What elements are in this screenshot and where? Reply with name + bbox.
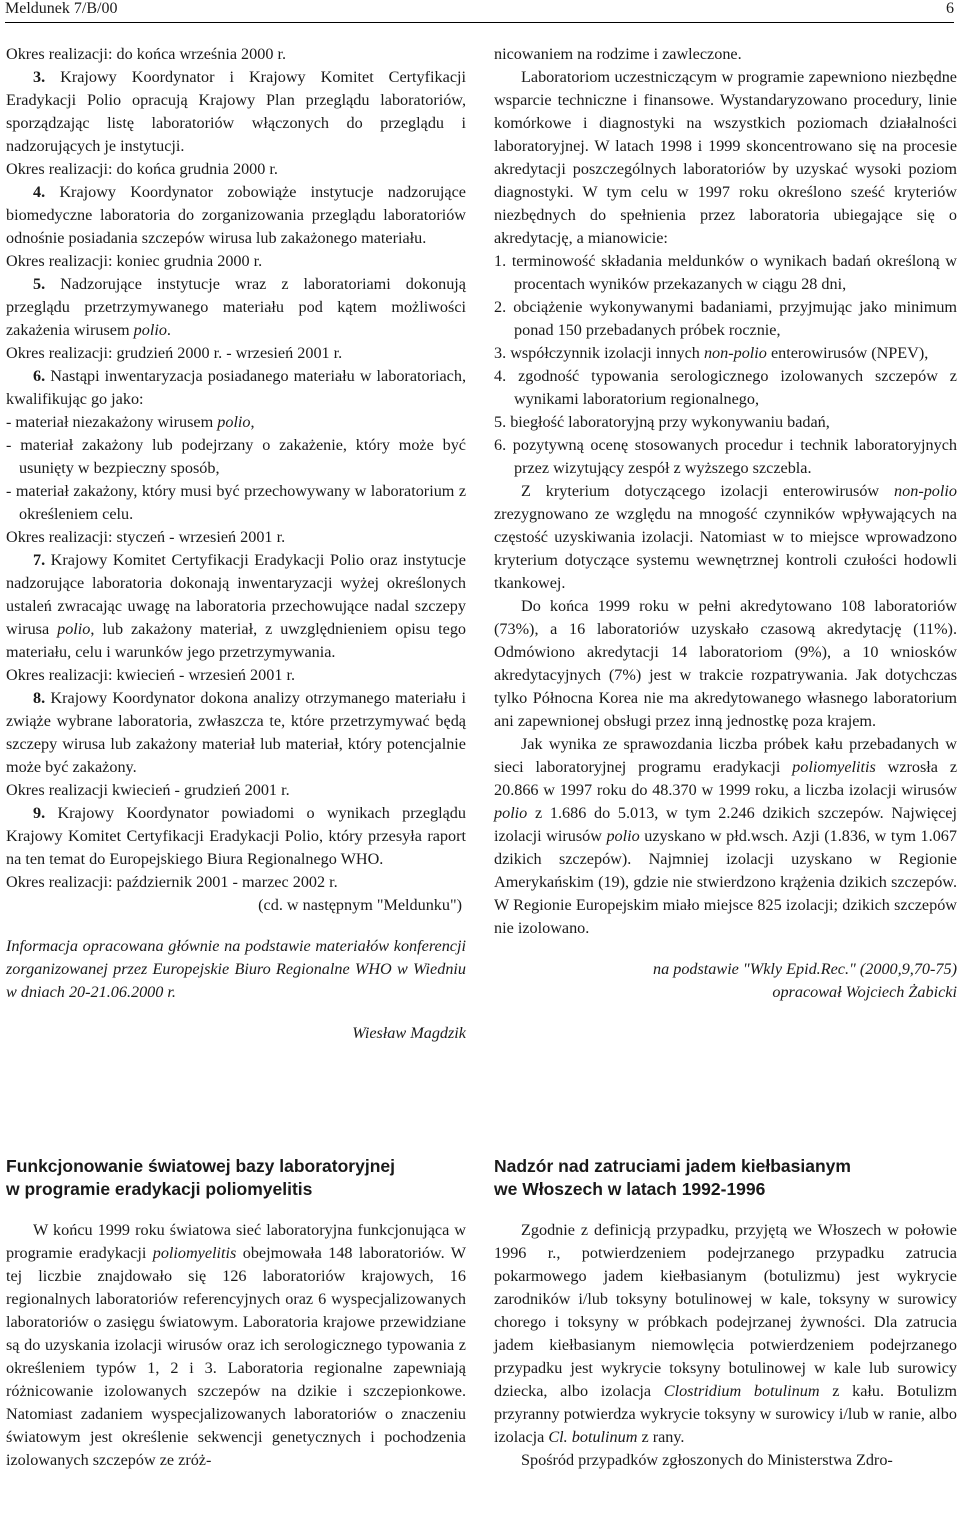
item-8: 8. Krajowy Koordynator dokona analizy otrzymanego materiału i zwiąże wybrane laboratoria, zwłaszcza te, które przetrzymywać będą szczepy wirusa lub zakażony materiał lub materiał, który potencjalnie może być zakażony.: [6, 689, 466, 776]
item-5: 5. Nadzorujące instytucje wraz z laboratoriami dokonują przeglądu przetrzymywanego materiału pod kątem możliwości zakażenia wirusem polio.: [6, 275, 466, 339]
list-item: 4. zgodność typowania serologicznego izolowanych szczepów z wynikami laboratorium regionalnego,: [494, 367, 957, 408]
item-9: 9. Krajowy Koordynator powiadomi o wynikach przeglądu Krajowy Komitet Certyfikacji Eradykacji Polio, który przesyła raport na ten temat do Europejskiego Biura Regionalnego WHO.: [6, 804, 466, 868]
author: opracował Wojciech Żabicki: [772, 983, 957, 1001]
deadline: Okres realizacji kwiecień - grudzień 2001 r.: [6, 781, 290, 799]
item-4: 4. Krajowy Koordynator zobowiąże instytucje nadzorujące biomedyczne laboratoria do zorganizowania przeglądu laboratoriów odnośnie posiadania szczepów wirusa lub zakażonego materiału.: [6, 183, 466, 247]
deadline: Okres realizacji: grudzień 2000 r. - wrzesień 2001 r.: [6, 344, 343, 362]
item-6: 6. Nastąpi inwentaryzacja posiadanego materiału w laboratoriach, kwalifikując go jako:: [6, 367, 466, 408]
section-title-lab-network: Funkcjonowanie światowej bazy laboratoryjnej w programie eradykacji poliomyelitis: [6, 1156, 395, 1199]
deadline: Okres realizacji: październik 2001 - marzec 2002 r.: [6, 873, 338, 891]
page-number: 6: [946, 0, 954, 17]
paragraph: Laboratoriom uczestniczącym w programie zapewniono niezbędne wsparcie techniczne i finansowe. Wystandaryzowano procedury, linie komórkowe i diagnostyki na wszystkich poziomach działalności laboratoryjnej. W latach 1998 i 1999 skoncentrowano się na procesie akredytacji poszczególnych laboratoriów by uzyskać wysoki poziom diagnostyki. W tym celu w 1997 roku określono sześć kryteriów niezbędnych do spełnienia przez laboratoria ubiegające się o akredytację, a mianowicie:: [494, 68, 957, 247]
list-item: 2. obciążenie wykonywanymi badaniami, przyjmując jako minimum ponad 150 przebadanych próbek rocznie,: [494, 298, 957, 339]
item-7: 7. Krajowy Komitet Certyfikacji Eradykacji Polio oraz instytucje nadzorujące laboratoria dokonają inwentaryzacji wyżej określonych ustaleń zwracając uwagę na laboratoria przechowujące nadal szczepy wirusa polio, lub zakażony materiał, z uwzględnieniem opisu tego materiału, celu i warunków jego przetrzymywania.: [6, 551, 467, 661]
section-title-botulism: Nadzór nad zatruciami jadem kiełbasianym we Włoszech w latach 1992-1996: [494, 1156, 851, 1199]
dash-item: - materiał niezakażony wirusem polio,: [6, 413, 255, 431]
list-item: 3. współczynnik izolacji innych non-polio enterowirusów (NPEV),: [494, 344, 929, 362]
paragraph: W końcu 1999 roku światowa sieć laboratoryjna funkcjonująca w programie eradykacji poliomyelitis obejmowała 148 laboratoriów. W tej liczbie znajdowało się 126 laboratoriów krajowych, 16 regionalnych laboratoriów referencyjnych oraz 6 wyspecjalizowanych laboratoriów o zasięgu światowym. Laboratoria krajowe przewidziane są do uzyskania izolacji wirusów oraz ich serologicznego typowania z określeniem typów 1, 2 i 3. Laboratoria regionalne zapewniają różnicowanie izolowanych szczepów na dzikie i szczepionkowe. Natomiast zadaniem wyspecjalizowanych laboratoriów o znaczeniu światowym jest określenie sekwencji genetycznych i pochodzenia izolowanych szczepów ze zróż-: [6, 1221, 466, 1469]
left-column-top: [6, 43, 466, 1045]
continuation-note: (cd. w następnym "Meldunku"): [258, 896, 462, 914]
source-note: na podstawie "Wkly Epid.Rec." (2000,9,70-75): [652, 960, 957, 978]
right-column-bottom: [494, 1219, 957, 1472]
paragraph: Jak wynika ze sprawozdania liczba próbek kału przebadanych w sieci laboratoryjnej programu eradykacji poliomyelitis wzrosła z 20.866 w 1997 roku do 48.370 w 1999 roku, a liczba izolacji wirusów polio z 1.686 do 5.013, w tym 2.246 dzikich szczepów. Najwięcej izolacji wirusów polio uzyskano w płd.wsch. Azji (1.836, w tym 1.067 dzikich szczepów). Najmniej izolacji uzyskano w Regionie Amerykańskim (19), gdzie nie stwierdzono krążenia dzikich szczepów. W Regionie Europejskim miało miejsce 825 izolacji; dzikich szczepów nie izolowano.: [494, 735, 958, 937]
deadline: Okres realizacji: do końca grudnia 2000 r.: [6, 160, 278, 178]
author: Wiesław Magdzik: [352, 1024, 466, 1042]
deadline: Okres realizacji: kwiecień - wrzesień 2001 r.: [6, 666, 296, 684]
bulletin-title: Meldunek 7/B/00: [5, 0, 118, 17]
deadline: Okres realizacji: koniec grudnia 2000 r.: [6, 252, 263, 270]
source-note: Informacja opracowana głównie na podstawie materiałów konferencji zorganizowanej przez Europejskie Biuro Regionalne WHO w Wiedniu w dniach 20-21.06.2000 r.: [6, 937, 466, 1001]
right-column-top: [494, 43, 957, 1004]
list-item: 5. biegłość laboratoryjną przy wykonywaniu badań,: [494, 413, 830, 431]
list-item: 6. pozytywną ocenę stosowanych procedur i technik laboratoryjnych przez wizytujący zespół z wyższego szczebla.: [494, 436, 958, 477]
item-3: 3. Krajowy Koordynator i Krajowy Komitet Certyfikacji Eradykacji Polio opracują Krajowy Plan przeglądu laboratoriów, sporządzając listę laboratoriów włączonych do przeglądu i nadzorujących je instytucji.: [6, 68, 466, 155]
paragraph: Spośród przypadków zgłoszonych do Ministerstwa Zdro-: [521, 1451, 893, 1469]
list-item: 1. terminowość składania meldunków o wynikach badań określoną w procentach wyników przekazanych w ciągu 28 dni,: [494, 252, 957, 293]
paragraph: Z kryterium dotyczącego izolacji enterowirusów non-polio zrezygnowano ze względu na mnogość czynników wpływających na częstość uzyskiwania izolacji. Natomiast w to miejsce wprowadzono kryterium dotyczące systemu wewnętrznej kontroli czułości hodowli tkankowej.: [494, 482, 957, 592]
left-column-bottom: [6, 1219, 466, 1472]
paragraph: Zgodnie z definicją przypadku, przyjętą we Włoszech w połowie 1996 r., potwierdzeniem podejrzanego przypadku zatrucia pokarmowego jadem kiełbasianym (botulizmu) jest wykrycie zarodników i/lub toksyny botulinowej w kale, toksyny w surowicy chorego i toksyny w próbkach podejrzanej żywności. Dla zatrucia jadem kiełbasianym niemowlęcia potwierdzeniem podejrzanego przypadku jest wykrycie toksyny botulinowej w kale lub surowicy dziecka, albo izolacja Clostridium botulinum z kału. Botulizm przyranny potwierdza wykrycie toksyny w surowicy i/lub w ranie, albo izolacja Cl. botulinum z rany.: [494, 1221, 957, 1446]
paragraph: nicowaniem na rodzime i zawleczone.: [494, 45, 742, 63]
deadline: Okres realizacji: do końca września 2000 r.: [6, 45, 287, 63]
paragraph: Do końca 1999 roku w pełni akredytowano 108 laboratoriów (73%), a 16 laboratoriów uzyskało czasową akredytację (11%). Odmówiono akredytacji 14 laboratoriom (9%), a 10 wniosków akredytacyjnych (7%) jest w trakcie rozpatrywania. Jak dotychczas tylko Północna Korea nie ma akredytowanego własnego laboratorium ani zapewnionej obsługi przez inną jednostkę poza krajem.: [494, 597, 957, 730]
deadline: Okres realizacji: styczeń - wrzesień 2001 r.: [6, 528, 286, 546]
dash-item: - materiał zakażony, który musi być przechowywany w laboratorium z określeniem celu.: [6, 482, 466, 523]
dash-item: - materiał zakażony lub podejrzany o zakażenie, który może być usunięty w bezpieczny sposób,: [6, 436, 466, 477]
page-header: [5, 0, 954, 23]
criteria-list: [494, 250, 957, 480]
